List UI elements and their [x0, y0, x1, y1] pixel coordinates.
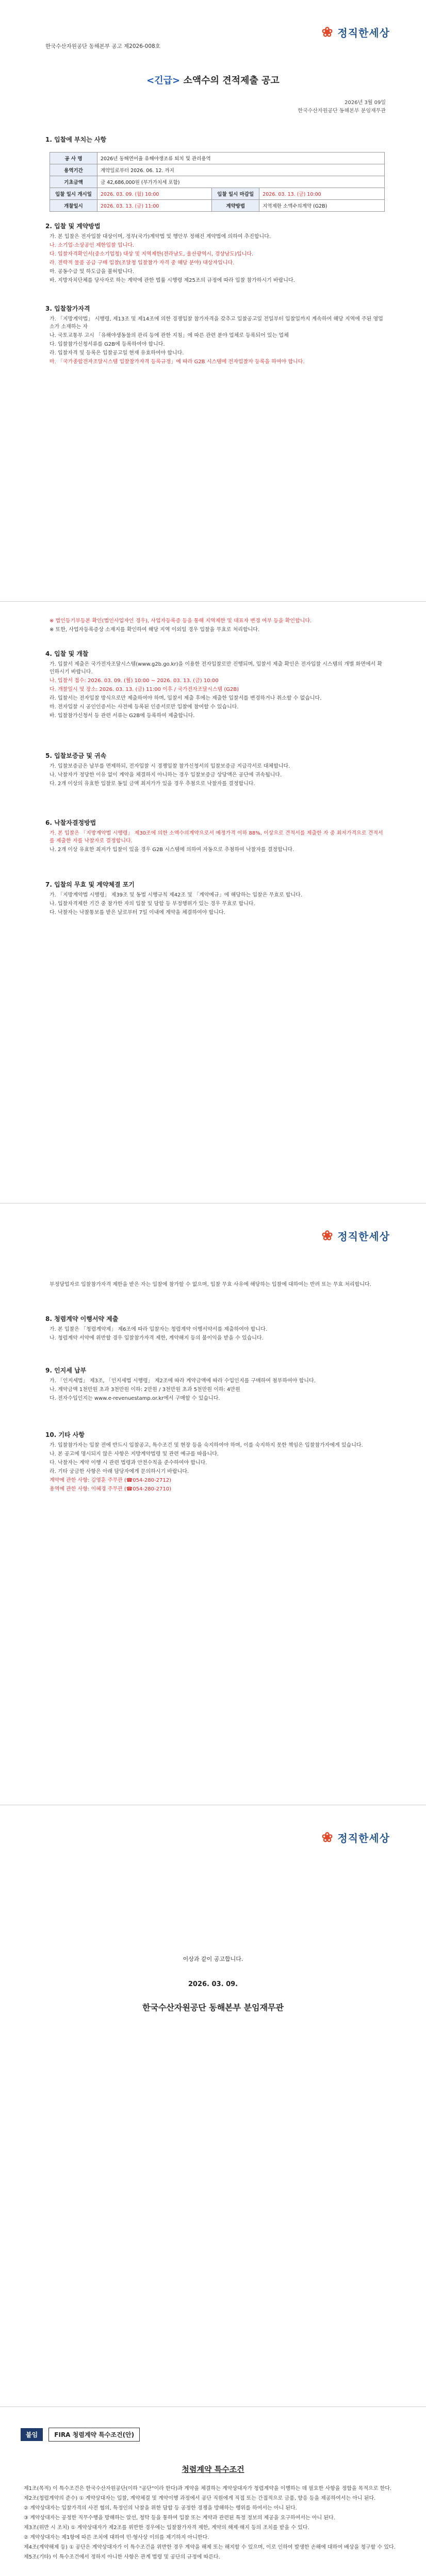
company-logo: ❀ 정직한세상 [321, 1228, 390, 1244]
section-3-tail: ※ 법인등기부등본 확인(법인사업자인 경우), 사업자등록증 등을 통해 지역제한 및 대표자 변경 여부 등을 확인합니다. ※ 또한, 사업자등록증상 소재지를 확인하여 해당 지역 이외일 경우 입찰을 무효로 처리합니다. [50, 618, 312, 633]
section-6-body: 가. 본 입찰은 「지방계약법 시행령」 제30조에 의한 소액수의계약으로서 예정가격 이하 88%, 이상으로 견적서를 제출한 자 중 최저가격으로 견적서를 제출한 자를 낙찰자로 결정합니다. 나. 2개 이상 유효한 최저가 입찰이 있을 경우 G2B 시스템에 의하여 자동으로 추첨하여 낙찰자를 결정합니다. [50, 831, 383, 853]
company-logo: ❀ 정직한세상 [321, 25, 390, 40]
attachment-title: FIRA 청렴계약 특수조건(안) [48, 2428, 140, 2442]
company-logo: ❀ 정직한세상 [321, 1830, 390, 1845]
page-5 [0, 2407, 426, 2576]
section-9-heading: 9. 인지세 납부 [45, 1367, 87, 1374]
section-7-heading: 7. 입찰의 무효 및 계약체결 포기 [45, 881, 135, 888]
page-4 [0, 1805, 426, 2407]
doc-title: 청렴계약 특수조건 [182, 2465, 244, 2474]
closing-org: 한국수산자원공단 동해본부 분임재무관 [142, 2003, 284, 2012]
info-table: 공 사 명 2026년 동해연어율 유해야생조류 퇴치 및 관리용역 용역기간 계약일로부터 2026. 06. 12. 까지 기초금액 금 42,686,000원 (부가가치세 포함) 입찰 일시 개시일 2026. 03. 09. (월) 10:00 입찰 일시 마감일 2026. 03. 13. (금) 10:00 개찰일시 2026. 03. 13. (금) 11:00 계약방법 지역제한 소액수의계약 (G2B) [50, 152, 385, 212]
section-1-heading: 1. 입찰에 부치는 사항 [45, 136, 107, 143]
section-8-body: 가. 본 입찰은 「청렴계약제」 제6조에 따라 입찰자는 청렴계약 이행서약서를 제출하여야 합니다. 나. 청렴계약 서약에 위반할 경우 입찰참가자격 제한, 계약해지 등의 불이익을 받을 수 있습니다. [50, 1327, 267, 1341]
section-4-body: 가. 입찰서 제출은 국가전자조달시스템(www.g2b.go.kr)을 이용한 전자입찰로만 진행되며, 입찰서 제출 확인은 전자입찰 시스템의 개별 화면에서 확인하시기 바랍니다. 나. 입찰서 접수: 2026. 03. 09. (월) 10:00 ~ 2026. 03. 13. (금) 10:00 다. 개찰일시 및 장소: 2026. 03. 13. (금) 11:00 이후 / 국가전자조달시스템 (G2B) 라. 입찰서는 전자입찰 방식으로만 제출하여야 하며, 입찰서 제출 후에는 제출한 입찰서를 변경하거나 취소할 수 없습니다. 마. 전자입찰 시 공인인증서는 사전에 등록된 인증서로만 입찰에 참여할 수 있습니다. 바. 입찰참가신청서 등 관련 서류는 G2B에 등록하여 제출합니다. [50, 662, 383, 719]
section-5-heading: 5. 입찰보증금 및 귀속 [45, 752, 107, 759]
section-5-body: 가. 입찰보증금은 납부를 면제하되, 전자입찰 시 경쟁입찰 참가신청서의 입찰보증금 지급각서로 대체합니다. 나. 낙찰자가 정당한 이유 없이 계약을 체결하지 아니하는 경우 입찰보증금 상당액은 공단에 귀속됩니다. 다. 2개 이상의 유효한 입찰로 동일 금액 최저가가 있을 경우 추첨으로 낙찰자를 결정합니다. [50, 764, 290, 787]
section-2-heading: 2. 입찰 및 계약방법 [45, 223, 101, 230]
page-2 [0, 602, 426, 1204]
notice-org: 한국수산자원공단 동해본부 분임재무관 [298, 108, 386, 114]
notice-number: 한국수산자원공단 동해본부 공고 제2026-008호 [45, 43, 160, 49]
section-2-body: 가. 본 입찰은 전자입찰 대상이며, 정부(국가)계약법 및 행안부 정해진 계약법에 의하여 추진합니다. 나. 소기업·소상공인 제한입찰 입니다. 다. 입찰자격확인서(중소기업청) 대상 및 지역제한(전라남도, 울산광역시, 경상남도)입니다. 라. 전략적 물품 공급 구매 입찰(조달청 입찰참가 자격 중 해당 분야) 대상자입니다. 마. 공동수급 및 하도급을 불허합니다. 바. 지방자치단체를 당사자로 하는 계약에 관한 법률 시행령 제25조의 규정에 따라 입찰 참가하시기 바랍니다. [50, 234, 295, 283]
page-3 [0, 1204, 426, 1805]
attachment-badge: 붙임 [21, 2428, 43, 2441]
closing-date: 2026. 03. 09. [188, 1980, 238, 1988]
notice-date: 2026년 3월 09일 [345, 100, 386, 106]
section-6-heading: 6. 낙찰자결정방법 [45, 819, 96, 826]
page-title: <긴급> 소액수의 견적제출 공고 [146, 75, 280, 86]
section-7-body: 가. 「지방계약법 시행령」 제39조 및 동법 시행규칙 제42조 및 「계약예규」에 해당하는 입찰은 무효로 합니다. 나. 입찰자격제한 기간 중 참가한 자의 입찰 및 담합 등 부정행위가 있는 경우 무효로 합니다. 다. 낙찰자는 낙찰통보를 받은 날로부터 7일 이내에 계약을 체결하여야 합니다. [50, 892, 302, 916]
section-10-body: 가. 입찰참가자는 입찰 전에 반드시 입찰공고, 특수조건 및 현장 등을 숙지하여야 하며, 이를 숙지하지 못한 책임은 입찰참가자에게 있습니다. 나. 본 공고에 명시되지 않은 사항은 지방계약법령 및 관련 예규를 따릅니다. 다. 낙찰자는 계약 이행 시 관련 법령과 안전수칙을 준수하여야 합니다. 라. 기타 궁금한 사항은 아래 담당자에게 문의하시기 바랍니다. 계약에 관한 사항: 김영훈 주무관 (☎054-280-2712) 용역에 관한 사항: 이혜경 주무관 (☎054-280-2710) [50, 1443, 363, 1492]
section-10-heading: 10. 기타 사항 [45, 1431, 85, 1438]
section-3-body: 가. 「지방계약법」 시행령, 제13조 및 제14조에 의한 경쟁입찰 참가자격을 갖추고 입찰공고일 전일부터 입찰일까지 계속하여 해당 지역에 주된 영업소가 소재하는 자 나. 국토교통부 고시 「유해야생동물의 관리 등에 관한 지침」에 따른 관련 분야 업체로 등록되어 있는 업체 다. 입찰참가신청서류를 G2B에 등록하여야 합니다. 라. 입찰자격 및 등록은 입찰공고일 현재 유효하여야 합니다. 마. 「국가종합전자조달시스템 입찰참가자격 등록규정」에 따라 G2B 시스템에 전자입찰자 등록을 하여야 합니다. [50, 316, 383, 365]
page-1 [0, 0, 426, 602]
section-4-heading: 4. 입찰 및 개찰 [45, 650, 89, 657]
clauses: 제1조(목적) 이 특수조건은 한국수산자원공단(이하 "공단"이라 한다)과 계약을 체결하는 계약상대자가 청렴계약을 이행하는 데 필요한 사항을 정함을 목적으로 한다. 제2조(청렴계약의 준수) ① 계약상대자는 입찰, 계약체결 및 계약이행 과정에서 공단 직원에게 직접 또는 간접적으로 금품, 향응 등을 제공하여서는 아니 된다. ② 계약상대자는 입찰가격의 사전 협의, 특정인의 낙찰을 위한 담합 등 공정한 경쟁을 방해하는 행위를 하여서는 아니 된다. ③ 계약상대자는 공정한 직무수행을 방해하는 알선, 청탁 등을 통하여 입찰 또는 계약과 관련된 특정 정보의 제공을 요구하여서는 아니 된다. 제3조(위반 시 조치) ① 계약상대자가 제2조를 위반한 경우에는 입찰참가자격 제한, 계약의 해제·해지 등의 조치를 받을 수 있다. ② 계약상대자는 제1항에 따른 조치에 대하여 민·형사상 이의를 제기하지 아니한다. 제4조(계약해제 등) ① 공단은 계약상대자가 이 특수조건을 위반한 경우 계약을 해제 또는 해지할 수 있으며, 이로 인하여 발생한 손해에 대하여 배상을 청구할 수 있다. 제5조(기타) 이 특수조건에서 정하지 아니한 사항은 관계 법령 및 공단의 규정에 따른다. [24, 2486, 396, 2560]
section-8-heading: 8. 청렴계약 이행서약 제출 [45, 1315, 119, 1323]
page-3-intro: 부정당업자로 입찰참가자격 제한을 받은 자는 입찰에 참가할 수 없으며, 입찰 무효 사유에 해당하는 입찰에 대하여는 반려 또는 무효 처리합니다. [50, 1282, 371, 1287]
closing-statement: 이상과 같이 공고합니다. [183, 1956, 243, 1962]
section-9-body: 가. 「인지세법」 제3조, 「인지세법 시행령」 제2조에 따라 계약금액에 따라 수입인지를 구매하여 첨부하여야 합니다. 나. 계약금액 1천만원 초과 3천만원 이하: 2만원 / 3천만원 초과 5천만원 이하: 4만원 다. 전자수입인지는 www.e-revenuestamp.or.kr에서 구매할 수 있습니다. [50, 1378, 316, 1401]
attachment-header [21, 2428, 140, 2442]
section-3-heading: 3. 입찰참가자격 [45, 305, 90, 312]
